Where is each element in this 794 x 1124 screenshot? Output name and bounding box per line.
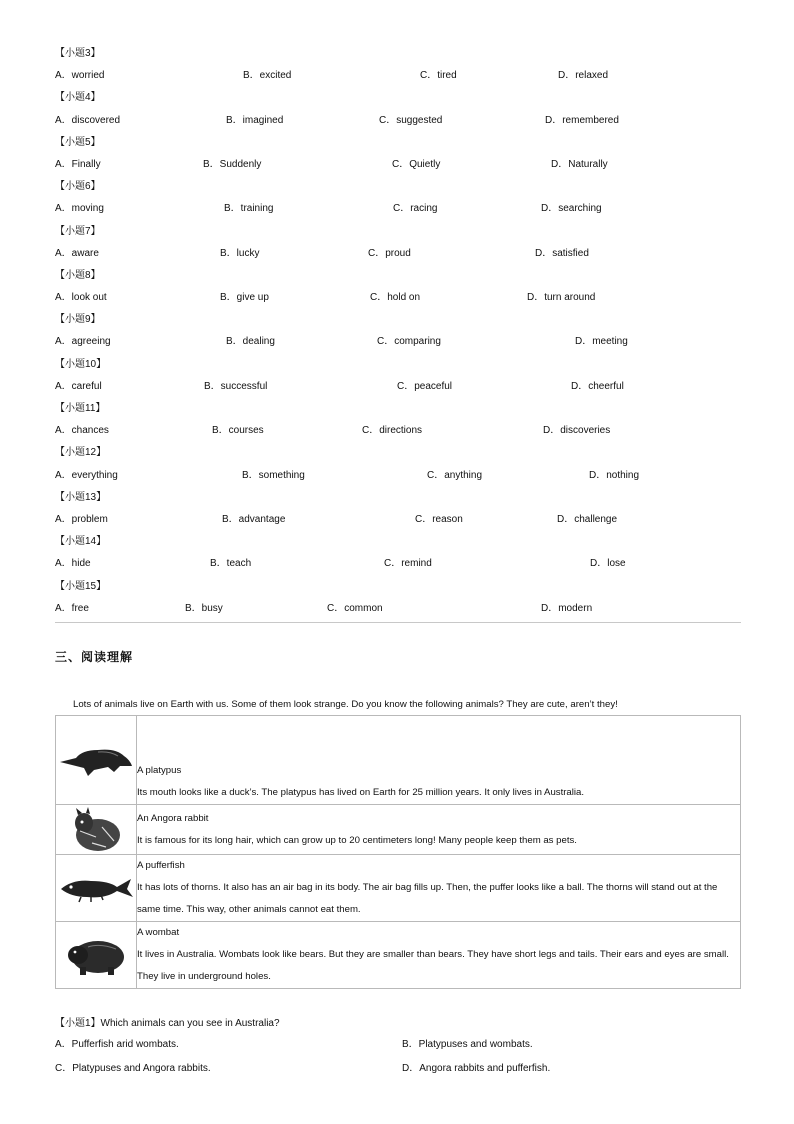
option-d[interactable]: D．nothing (589, 470, 640, 481)
option-d[interactable]: D．remembered (545, 115, 619, 126)
option-d[interactable]: D．cheerful (571, 381, 624, 392)
option-a[interactable]: A．hide (55, 558, 91, 569)
option-c[interactable]: C．peaceful (397, 381, 453, 392)
image-cell (56, 716, 137, 805)
option-b[interactable]: B．Suddenly (203, 159, 262, 170)
text-cell (137, 922, 741, 989)
question-label: 【小题8】 (55, 270, 101, 281)
section-divider (55, 622, 741, 623)
option-c[interactable]: C．hold on (370, 292, 421, 303)
animals-table (55, 715, 741, 989)
option-a[interactable]: A．look out (55, 292, 107, 303)
option-b[interactable]: B．excited (243, 70, 292, 81)
option-d[interactable]: D．Naturally (551, 159, 608, 170)
animal-description: It has lots of thorns. It also has an air bag in its body. The air bag fills up. Then, the puffer looks like a ball. The thorns will stand out at the same time. This way, other animals cannot eat them. (137, 882, 718, 915)
text-cell (137, 716, 741, 805)
animal-description: It lives in Australia. Wombats look like bears. But they are smaller than bears. They have short legs and tails. Their ears and eyes are small. They live in underground holes. (137, 949, 729, 982)
option-a[interactable]: A．chances (55, 425, 109, 436)
text-cell (137, 855, 741, 922)
question-label: 【小题12】 (55, 447, 107, 458)
option-a[interactable]: A．aware (55, 248, 99, 259)
table-row (56, 855, 741, 922)
option-c[interactable]: C．directions (362, 425, 423, 436)
option-b[interactable]: B．training (224, 203, 274, 214)
option-b[interactable]: B．busy (185, 603, 223, 614)
option-a[interactable]: A．everything (55, 470, 118, 481)
reading-intro: Lots of animals live on Earth with us. Some of them look strange. Do you know the following animals? They are cute, aren’t they! (73, 699, 618, 710)
option-d[interactable]: D．turn around (527, 292, 596, 303)
question-stem: 【小题1】Which animals can you see in Australia? (55, 1018, 280, 1029)
question-label: 【小题5】 (55, 137, 101, 148)
option-d[interactable]: D．challenge (557, 514, 618, 525)
animal-name: A platypus (137, 765, 182, 776)
animal-description: It is famous for its long hair, which can grow up to 20 centimeters long! Many people keep them as pets. (137, 834, 577, 846)
option-d[interactable]: D．discoveries (543, 425, 611, 436)
question-label: 【小题6】 (55, 181, 101, 192)
option-d[interactable]: D．searching (541, 203, 602, 214)
option-b[interactable]: B．Platypuses and wombats. (402, 1039, 533, 1050)
animal-name: A pufferfish (137, 860, 185, 871)
option-a[interactable]: A．moving (55, 203, 104, 214)
option-a[interactable]: A．discovered (55, 115, 121, 126)
option-c[interactable]: C．Platypuses and Angora rabbits. (55, 1063, 211, 1074)
option-b[interactable]: B．courses (212, 425, 264, 436)
option-b[interactable]: B．successful (204, 381, 268, 392)
question-label: 【小题7】 (55, 226, 101, 237)
wombat-icon (66, 933, 126, 977)
option-a[interactable]: A．Pufferfish arid wombats. (55, 1039, 179, 1050)
text-cell (137, 805, 741, 855)
animal-name: A wombat (137, 927, 180, 938)
image-cell (56, 855, 137, 922)
image-cell (56, 805, 137, 855)
option-c[interactable]: C．comparing (377, 336, 441, 347)
table-row (56, 716, 741, 805)
platypus-icon (58, 740, 134, 780)
question-label: 【小题14】 (55, 536, 107, 547)
option-a[interactable]: A．careful (55, 381, 102, 392)
option-d[interactable]: D．relaxed (558, 70, 609, 81)
option-c[interactable]: C．tired (420, 70, 457, 81)
option-b[interactable]: B．advantage (222, 514, 286, 525)
rabbit-icon (66, 807, 126, 853)
animal-description: Its mouth looks like a duck’s. The platypus has lived on Earth for 25 million years. It only lives in Australia. (137, 787, 585, 798)
option-c[interactable]: C．Quietly (392, 159, 441, 170)
question-label: 【小题11】 (55, 403, 106, 414)
option-d[interactable]: D．Angora rabbits and pufferfish. (402, 1063, 551, 1074)
question-label: 【小题4】 (55, 92, 101, 103)
option-b[interactable]: B．imagined (226, 115, 284, 126)
option-d[interactable]: D．modern (541, 603, 593, 614)
question-label: 【小题10】 (55, 359, 107, 370)
option-c[interactable]: C．anything (427, 470, 483, 481)
option-a[interactable]: A．worried (55, 70, 105, 81)
option-b[interactable]: B．something (242, 470, 305, 481)
option-a[interactable]: A．problem (55, 514, 108, 525)
option-b[interactable]: B．give up (220, 292, 269, 303)
question-label: 【小题9】 (55, 314, 101, 325)
option-d[interactable]: D．meeting (575, 336, 628, 347)
option-c[interactable]: C．proud (368, 248, 411, 259)
option-b[interactable]: B．lucky (220, 248, 260, 259)
option-c[interactable]: C．reason (415, 514, 463, 525)
question-label: 【小题3】 (55, 48, 101, 59)
image-cell (56, 922, 137, 989)
option-b[interactable]: B．dealing (226, 336, 275, 347)
option-d[interactable]: D．satisfied (535, 248, 589, 259)
question-label: 【小题13】 (55, 492, 107, 503)
option-a[interactable]: A．Finally (55, 159, 101, 170)
pufferfish-icon (57, 873, 135, 903)
section-title: 三、阅读理解 (55, 650, 134, 664)
option-d[interactable]: D．lose (590, 558, 626, 569)
table-row (56, 805, 741, 855)
table-row (56, 922, 741, 989)
option-c[interactable]: C．suggested (379, 115, 443, 126)
option-a[interactable]: A．free (55, 603, 89, 614)
option-c[interactable]: C．remind (384, 558, 432, 569)
option-c[interactable]: C．common (327, 603, 383, 614)
option-c[interactable]: C．racing (393, 203, 438, 214)
animal-name: An Angora rabbit (137, 812, 209, 824)
option-b[interactable]: B．teach (210, 558, 252, 569)
option-a[interactable]: A．agreeing (55, 336, 111, 347)
question-label: 【小题15】 (55, 581, 107, 592)
